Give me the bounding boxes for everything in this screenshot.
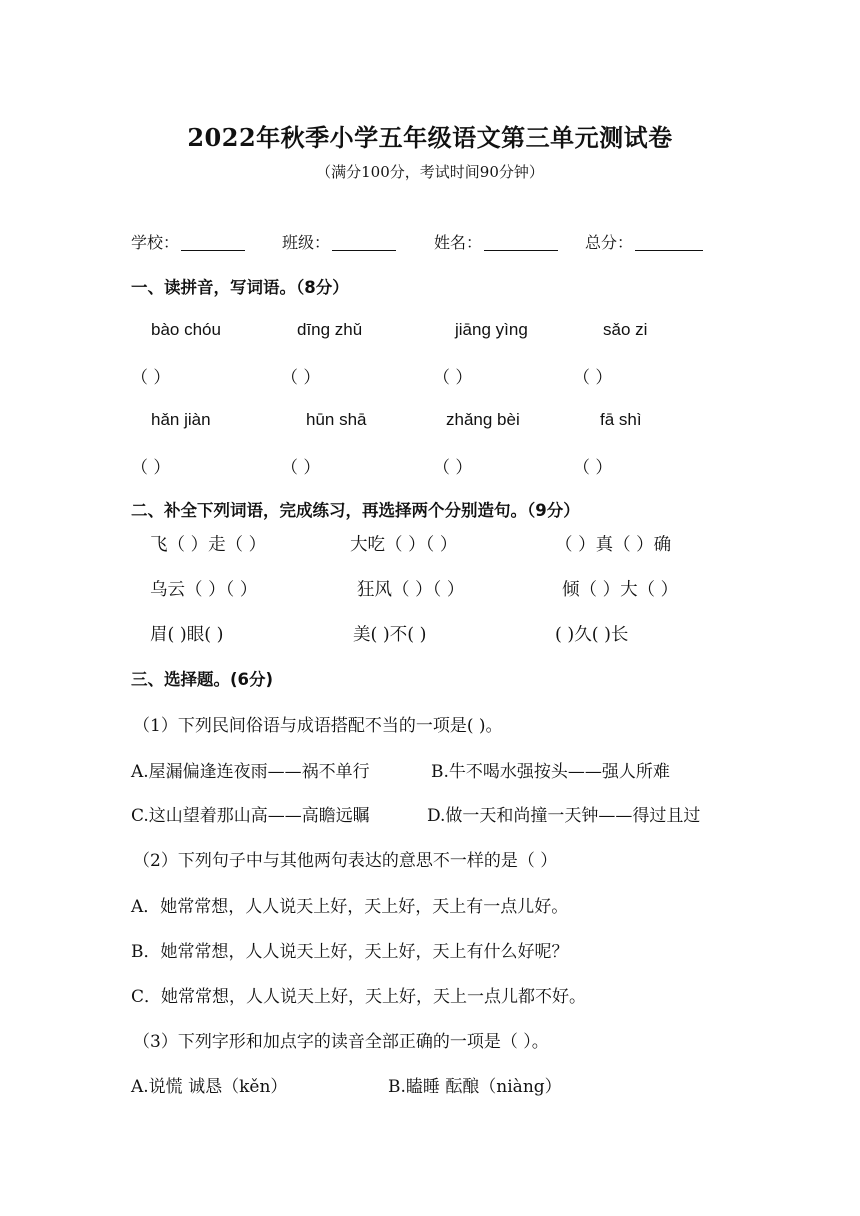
pinyin-1: bào chóu: [151, 320, 221, 339]
q3-option-a[interactable]: A.说慌 诚恳（kěn）: [131, 1077, 288, 1097]
q1-option-d[interactable]: D.做一天和尚撞一天钟——得过且过: [427, 806, 701, 826]
answer-blank-3[interactable]: （ ）: [433, 368, 473, 388]
question-3-stem: （3）下列字形和加点字的读音全部正确的一项是（ ）。: [133, 1032, 549, 1052]
pinyin-8: fā shì: [600, 410, 642, 429]
section2-heading: 二、补全下列词语，完成练习，再选择两个分别造句。（9分）: [131, 501, 580, 520]
q1-option-c[interactable]: C.这山望着那山高——高瞻远瞩: [131, 806, 370, 826]
info-name: [434, 230, 558, 253]
idiom-fill-3[interactable]: （ ）真（ ）确: [555, 535, 672, 555]
pinyin-4: sǎo zi: [603, 320, 648, 339]
section1-heading: 一、读拼音，写词语。（8分）: [131, 278, 349, 297]
page-subtitle: （满分100分，考试时间90分钟）: [316, 163, 544, 181]
q1-option-b[interactable]: B.牛不喝水强按头——强人所难: [431, 762, 670, 782]
info-school: [131, 230, 245, 253]
total-blank[interactable]: [635, 234, 703, 251]
idiom-fill-7[interactable]: 眉( )眼( ): [150, 625, 224, 645]
info-class: [282, 230, 396, 253]
section3-heading: 三、选择题。(6分): [131, 670, 274, 689]
answer-blank-7[interactable]: （ ）: [433, 458, 473, 478]
pinyin-5: hǎn jiàn: [151, 410, 211, 429]
q3-option-b[interactable]: B.瞌睡 酝酿（niàng）: [388, 1077, 562, 1097]
name-blank[interactable]: [484, 234, 558, 251]
info-school-label: 学校：: [131, 233, 180, 252]
q2-option-a[interactable]: A．她常常想，人人说天上好，天上好，天上有一点儿好。: [131, 897, 569, 917]
info-total: [585, 230, 703, 253]
q2-option-c[interactable]: C．她常常想，人人说天上好，天上好，天上一点儿都不好。: [131, 987, 587, 1007]
pinyin-7: zhǎng bèi: [446, 410, 520, 429]
answer-blank-6[interactable]: （ ）: [281, 458, 321, 478]
q1-option-a[interactable]: A.屋漏偏逢连夜雨——祸不单行: [131, 762, 370, 782]
idiom-fill-2[interactable]: 大吃（ ）（ ）: [350, 535, 458, 555]
idiom-fill-8[interactable]: 美( )不( ): [353, 625, 427, 645]
answer-blank-2[interactable]: （ ）: [281, 368, 321, 388]
idiom-fill-5[interactable]: 狂风（ ）（ ）: [357, 580, 465, 600]
class-blank[interactable]: [332, 234, 396, 251]
answer-blank-1[interactable]: （ ）: [131, 368, 171, 388]
idiom-fill-9[interactable]: ( )久( )长: [555, 625, 629, 645]
info-total-label: 总分：: [585, 233, 634, 252]
info-class-label: 班级：: [282, 233, 331, 252]
answer-blank-4[interactable]: （ ）: [573, 368, 613, 388]
pinyin-3: jiāng yìng: [455, 320, 528, 339]
pinyin-6: hūn shā: [306, 410, 367, 429]
q2-option-b[interactable]: B．她常常想，人人说天上好，天上好，天上有什么好呢？: [131, 942, 569, 962]
idiom-fill-4[interactable]: 乌云（ ）（ ）: [150, 580, 258, 600]
question-2-stem: （2）下列句子中与其他两句表达的意思不一样的是（ ）: [133, 851, 558, 871]
idiom-fill-1[interactable]: 飞（ ）走（ ）: [150, 535, 267, 555]
school-blank[interactable]: [181, 234, 245, 251]
answer-blank-5[interactable]: （ ）: [131, 458, 171, 478]
info-name-label: 姓名：: [434, 233, 483, 252]
answer-blank-8[interactable]: （ ）: [573, 458, 613, 478]
pinyin-2: dīng zhǔ: [297, 320, 363, 339]
question-1-stem: （1）下列民间俗语与成语搭配不当的一项是( )。: [133, 716, 503, 736]
idiom-fill-6[interactable]: 倾（ ）大（ ）: [562, 580, 679, 600]
page-title: 2022年秋季小学五年级语文第三单元测试卷: [187, 123, 673, 152]
